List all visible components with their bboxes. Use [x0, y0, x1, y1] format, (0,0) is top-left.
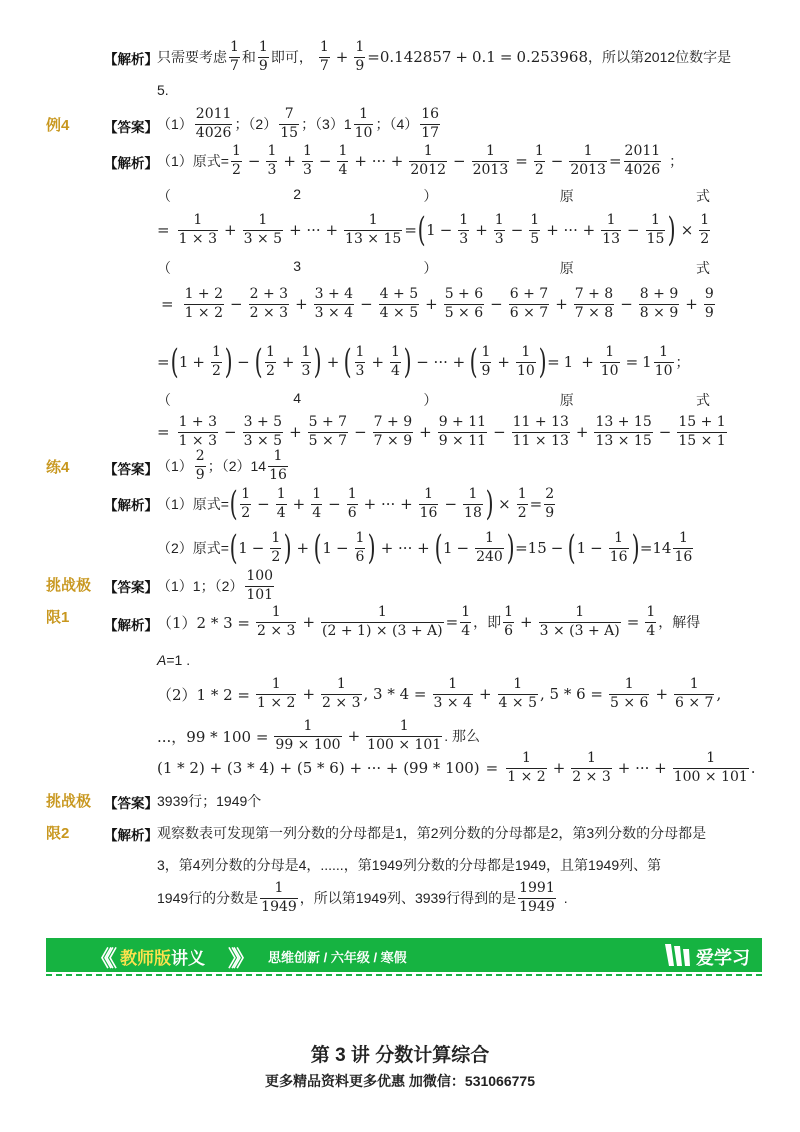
brand-name: 爱学习 [696, 948, 750, 968]
text: （1） [157, 116, 193, 132]
fraction: $\frac{1}{9}$ [355, 39, 365, 74]
repeating-decimal: 0.1 [472, 48, 496, 66]
text: （1）原式= [157, 153, 229, 169]
fraction: $\frac{1}{2}$ [231, 143, 241, 178]
analysis-tag: 【解析】 [104, 156, 158, 171]
practice-label: 练4 [46, 459, 70, 476]
text: ；（4） [375, 116, 419, 132]
ex4-row3-label: （ 3 ） 原 式 [157, 258, 710, 276]
fraction: $\frac{1}{2}$ [534, 143, 544, 178]
prev-solution-end: 5. [157, 82, 169, 98]
ex4-step2: = $\frac{1}{1 \times 3}$ + $\frac{1}{3 \times 5}$ + ··· + $\frac{1}{13 \times 15}$ = ( 1 − $\frac{1}{3}$ + $\frac{1}{3}$ − $\frac{1}{5}$ + ··· + $\frac{1}{13}$ − $\frac{1}{15}$ ) × $\frac{1}{2}$ [157, 210, 710, 250]
repeating-decimal: 0.142857 [379, 48, 452, 66]
ex4-step3: = $\frac{1 + 2}{1 \times 2}$ − $\frac{2 + 3}{2 \times 3}$ + $\frac{3 + 4}{3 \times 4}$ − $\frac{4 + 5}{4 \times 5}$ + $\frac{5 + 6}{5 \times 6}$ − $\frac{6 + 7}{6 \times 7}$ + $\frac{7 + 8}{7 \times 8}$ − $\frac{8 + 9}{8 \times 9}$ + $\frac{9}{9}$ [161, 286, 714, 321]
text: 即可， [270, 49, 313, 65]
text: ；（2） [234, 116, 278, 132]
fraction: 1 7 [319, 39, 329, 74]
answer-tag: 【答案】 [104, 120, 158, 135]
tz1-step3: ...，99 * 100 = $\frac{1}{99 \times 100}$ + $\frac{1}{100 \times 101}$ . 那么 [157, 718, 481, 753]
challenge-label: 限1 [46, 609, 70, 626]
text: 和 [241, 49, 256, 65]
operator: + [335, 48, 349, 66]
fraction: $\frac{1}{3}$ [267, 143, 277, 178]
tz2-line1: 观察数表可发现第一列分数的分母都是1，第2列分数的分母都是2，第3列分数的分母都是 [157, 825, 707, 841]
divider [46, 974, 762, 976]
fraction: $\frac{1}{4}$ [338, 143, 348, 178]
tz2-answer: 3939行；1949个 [157, 793, 262, 809]
ex4-step4: = $\frac{1 + 3}{1 \times 3}$ − $\frac{3 + 5}{3 \times 5}$ + $\frac{5 + 7}{5 \times 7}$ − $\frac{7 + 9}{7 \times 9}$ + $\frac{9 + 11}{9 \times 11}$ − $\frac{11 + 13}{11 \times 13}$ + $\frac{13 + 15}{13 \times 15}$ − $\frac{15 + 1}{15 \times 1}$ [157, 414, 726, 449]
chevron-right-icon: 》》 [228, 947, 250, 972]
ex4-step3b: = ( 1 + $\frac{1}{2}$ ) − ( 1 2 + $\frac{1}{3}$ ) + ( 1 3 + $\frac{1}{4}$ ) − ··· + ( 1 9 + $\frac{1}{10}$ ) = 1 + $\frac{1}{10}$ = 1 1 10 ； [157, 342, 690, 382]
text: 只需要考虑 [157, 49, 227, 65]
fraction: $\frac{2011}{4026}$ [624, 143, 661, 178]
tz1-step4: (1 * 2) + (3 * 4) + (5 * 6) + ··· + (99 * 100) = $\frac{1}{1 \times 2}$ + $\frac{1}{2 \times 3}$ + ··· + $\frac{1}{100 \times 101}$ . [157, 750, 756, 785]
fraction: 7 15 [280, 106, 299, 141]
answer-tag: 【答案】 [104, 580, 158, 595]
fraction: $\frac{1}{3}$ [302, 143, 312, 178]
example-label: 例4 [46, 117, 70, 134]
lecture-title: 第 3 讲 分数计算综合 [310, 1045, 490, 1066]
teacher-edition-banner [46, 938, 762, 972]
lian4-step1: （1）原式= ( 1 2 − $\frac{1}{4}$ + $\frac{1}{4}$ − $\frac{1}{6}$ + ··· + $\frac{1}{16}$ − $\frac{1}{18}$ ) × $\frac{1}{2}$ = $\frac{2}{9}$ [157, 484, 555, 524]
tz2-line3: 1949行的分数是 1 1949 ，所以第1949列、3939行得到的是 1991 1949 . [157, 880, 568, 915]
tz1-step1: （1）2 * 3 = $\frac{1}{2 \times 3}$ + $\frac{1}{(2 + 1) \times (3 + A)}$ = $\frac{1}{4}$ ，即 1 6 + $\frac{1}{3 \times (3 + A)}$ = $\frac{1}{4}$ ，解得 [157, 604, 701, 639]
analysis-tag: 【解析】 [104, 828, 158, 843]
tz2-line2: 3，第4列分数的分母是4，......，第1949列分数的分母都是1949，且第1949列、第 [157, 857, 662, 873]
fraction: $\frac{1}{2013}$ [472, 143, 509, 178]
ex4-row2-label: （ 2 ） 原 式 [157, 186, 710, 204]
operator: = [367, 48, 380, 66]
fraction: 16 17 [421, 106, 440, 141]
repeating-decimal: 0.253968 [516, 48, 589, 66]
ex4-row4-label: （ 4 ） 原 式 [157, 390, 710, 408]
chevron-left-icon: 《《 [90, 947, 112, 972]
tz1-step2: （2）1 * 2 = $\frac{1}{1 \times 2}$ + $\frac{1}{2 \times 3}$ , 3 * 4 = $\frac{1}{3 \times 4}$ + $\frac{1}{4 \times 5}$ , 5 * 6 = $\frac{1}{5 \times 6}$ + $\frac{1}{6 \times 7}$ , [157, 676, 722, 711]
prev-solution-line [157, 36, 731, 78]
banner-subtitle: 思维创新 / 六年级 / 寒假 [268, 950, 407, 965]
fraction: 1 9 [258, 39, 268, 74]
ex4-step1: （1）原式= $\frac{1}{2}$ − $\frac{1}{3}$ + $\frac{1}{3}$ − $\frac{1}{4}$ + ··· + $\frac{1}{2012}$ − $\frac{1}{2013}$ = $\frac{1}{2}$ − $\frac{1}{2013}$ = $\frac{2011}{4026}$ ； [157, 143, 684, 178]
challenge-label: 挑战极 [46, 793, 92, 810]
tz1-answer: （1）1；（2） 100 101 [157, 568, 274, 603]
banner-title: 教师版讲义 [120, 949, 205, 968]
fraction: $\frac{1}{2012}$ [410, 143, 447, 178]
answer-tag: 【答案】 [104, 796, 158, 811]
promo-text: 更多精品资料更多优惠 加微信：531066775 [265, 1073, 535, 1089]
analysis-tag: 【解析】 [104, 498, 158, 513]
challenge-label: 限2 [46, 825, 70, 842]
fraction: 2011 4026 [195, 106, 232, 141]
answer-tag: 【答案】 [104, 462, 158, 477]
brand-logo-icon [662, 941, 694, 969]
ex4-answer [157, 104, 442, 144]
operator: = [499, 48, 513, 66]
analysis-tag: 【解析】 [104, 52, 158, 67]
fraction: $\frac{1}{2013}$ [570, 143, 606, 178]
fraction: 1 10 [354, 106, 373, 141]
lian4-answer: （1） 2 9 ；（2）14 1 16 [157, 448, 287, 483]
operator: + [455, 48, 468, 66]
lian4-step2: （2）原式= ( 1 − $\frac{1}{2}$ ) + ( 1 − $\frac{1}{6}$ ) + ··· + ( 1 − $\frac{1}{240}$ ) = 15 − ( 1 − $\frac{1}{16}$ ) = 14 1 16 [157, 528, 693, 568]
analysis-tag: 【解析】 [104, 618, 158, 633]
fraction: 1 7 [230, 39, 239, 74]
text: ，所以第2012位数字是 [588, 49, 732, 65]
challenge-label: 挑战极 [46, 577, 92, 594]
text: ；（3）1 [301, 116, 352, 132]
tz1-a-result: A=1 . [157, 652, 191, 668]
